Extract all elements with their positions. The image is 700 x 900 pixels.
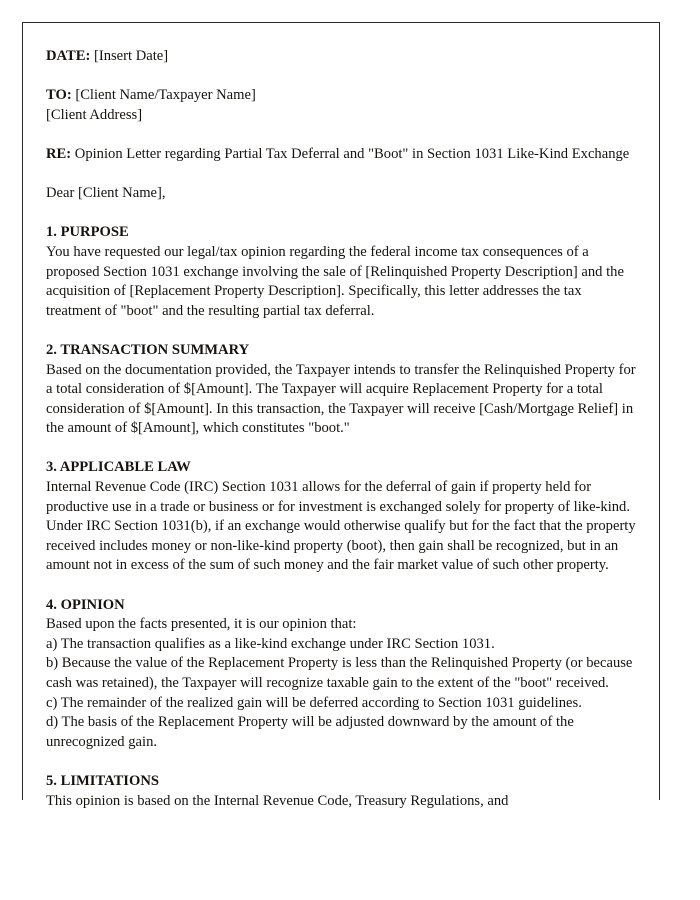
section-heading: 5. LIMITATIONS: [46, 772, 159, 789]
section-body: This opinion is based on the Internal Revenue Code, Treasury Regulations, and: [46, 792, 509, 809]
opinion-item: d) The basis of the Replacement Property will be adjusted downward by the amount of the unrecognized gain.: [46, 714, 574, 750]
re-value: Opinion Letter regarding Partial Tax Deferral and "Boot" in Section 1031 Like-Kind Exchange: [71, 145, 630, 162]
section-applicable-law: [46, 458, 638, 576]
document-page: [22, 22, 660, 809]
opinion-item: c) The remainder of the realized gain will be deferred according to Section 1031 guidelines.: [46, 694, 582, 711]
date-label: DATE:: [46, 48, 91, 64]
section-body: Based on the documentation provided, the Taxpayer intends to transfer the Relinquished Property for a total consideration of $[Amount]. The Taxpayer will acquire Replacement Property for a total consideration of $[Amount]. In this transaction, the Taxpayer will receive [Cash/Mortgage Relief] in the amount of $[Amount], which constitutes "boot.": [46, 361, 636, 437]
section-heading: 2. TRANSACTION SUMMARY: [46, 341, 250, 358]
section-heading: 3. APPLICABLE LAW: [46, 459, 191, 476]
to-value: [Client Name/Taxpayer Name]: [71, 87, 256, 104]
section-purpose: [46, 223, 638, 321]
section-body: You have requested our legal/tax opinion regarding the federal income tax consequences of a proposed Section 1031 exchange involving the sale of [Relinquished Property Description] and the acquisition of [Replacement Property Description]. Specifically, this letter addresses the tax treatment of "boot" and the resulting partial tax deferral.: [46, 243, 624, 319]
opinion-intro: Based upon the facts presented, it is our opinion that:: [46, 616, 357, 633]
section-opinion: [46, 596, 638, 753]
subject-line: [46, 145, 638, 165]
section-transaction-summary: [46, 341, 638, 439]
section-heading: 4. OPINION: [46, 596, 125, 613]
opinion-item: b) Because the value of the Replacement Property is less than the Relinquished Property (or because cash was retained), the Taxpayer will recognize taxable gain to the extent of the "boot" received.: [46, 655, 633, 691]
recipient-block: [46, 86, 638, 125]
date-line: [46, 47, 638, 67]
salutation: Dear [Client Name],: [46, 185, 166, 202]
section-body: Internal Revenue Code (IRC) Section 1031 allows for the deferral of gain if property held for productive use in a trade or business or for investment is exchanged solely for property of like-kind. Under IRC Section 1031(b), if an exchange would otherwise qualify but for the fact that the property received includes money or non-like-kind property (boot), then gain shall be recognized, but in an amount not in excess of the sum of such money and the fair market value of such other property.: [46, 479, 636, 574]
re-label: RE:: [46, 145, 72, 162]
opinion-item: a) The transaction qualifies as a like-kind exchange under IRC Section 1031.: [46, 635, 495, 652]
section-limitations: [46, 772, 638, 811]
document-body: [23, 23, 659, 811]
client-address-line: [Client Address]: [46, 106, 143, 123]
date-value: [Insert Date]: [90, 48, 169, 64]
to-label: TO:: [46, 87, 72, 104]
section-heading: 1. PURPOSE: [46, 224, 129, 241]
